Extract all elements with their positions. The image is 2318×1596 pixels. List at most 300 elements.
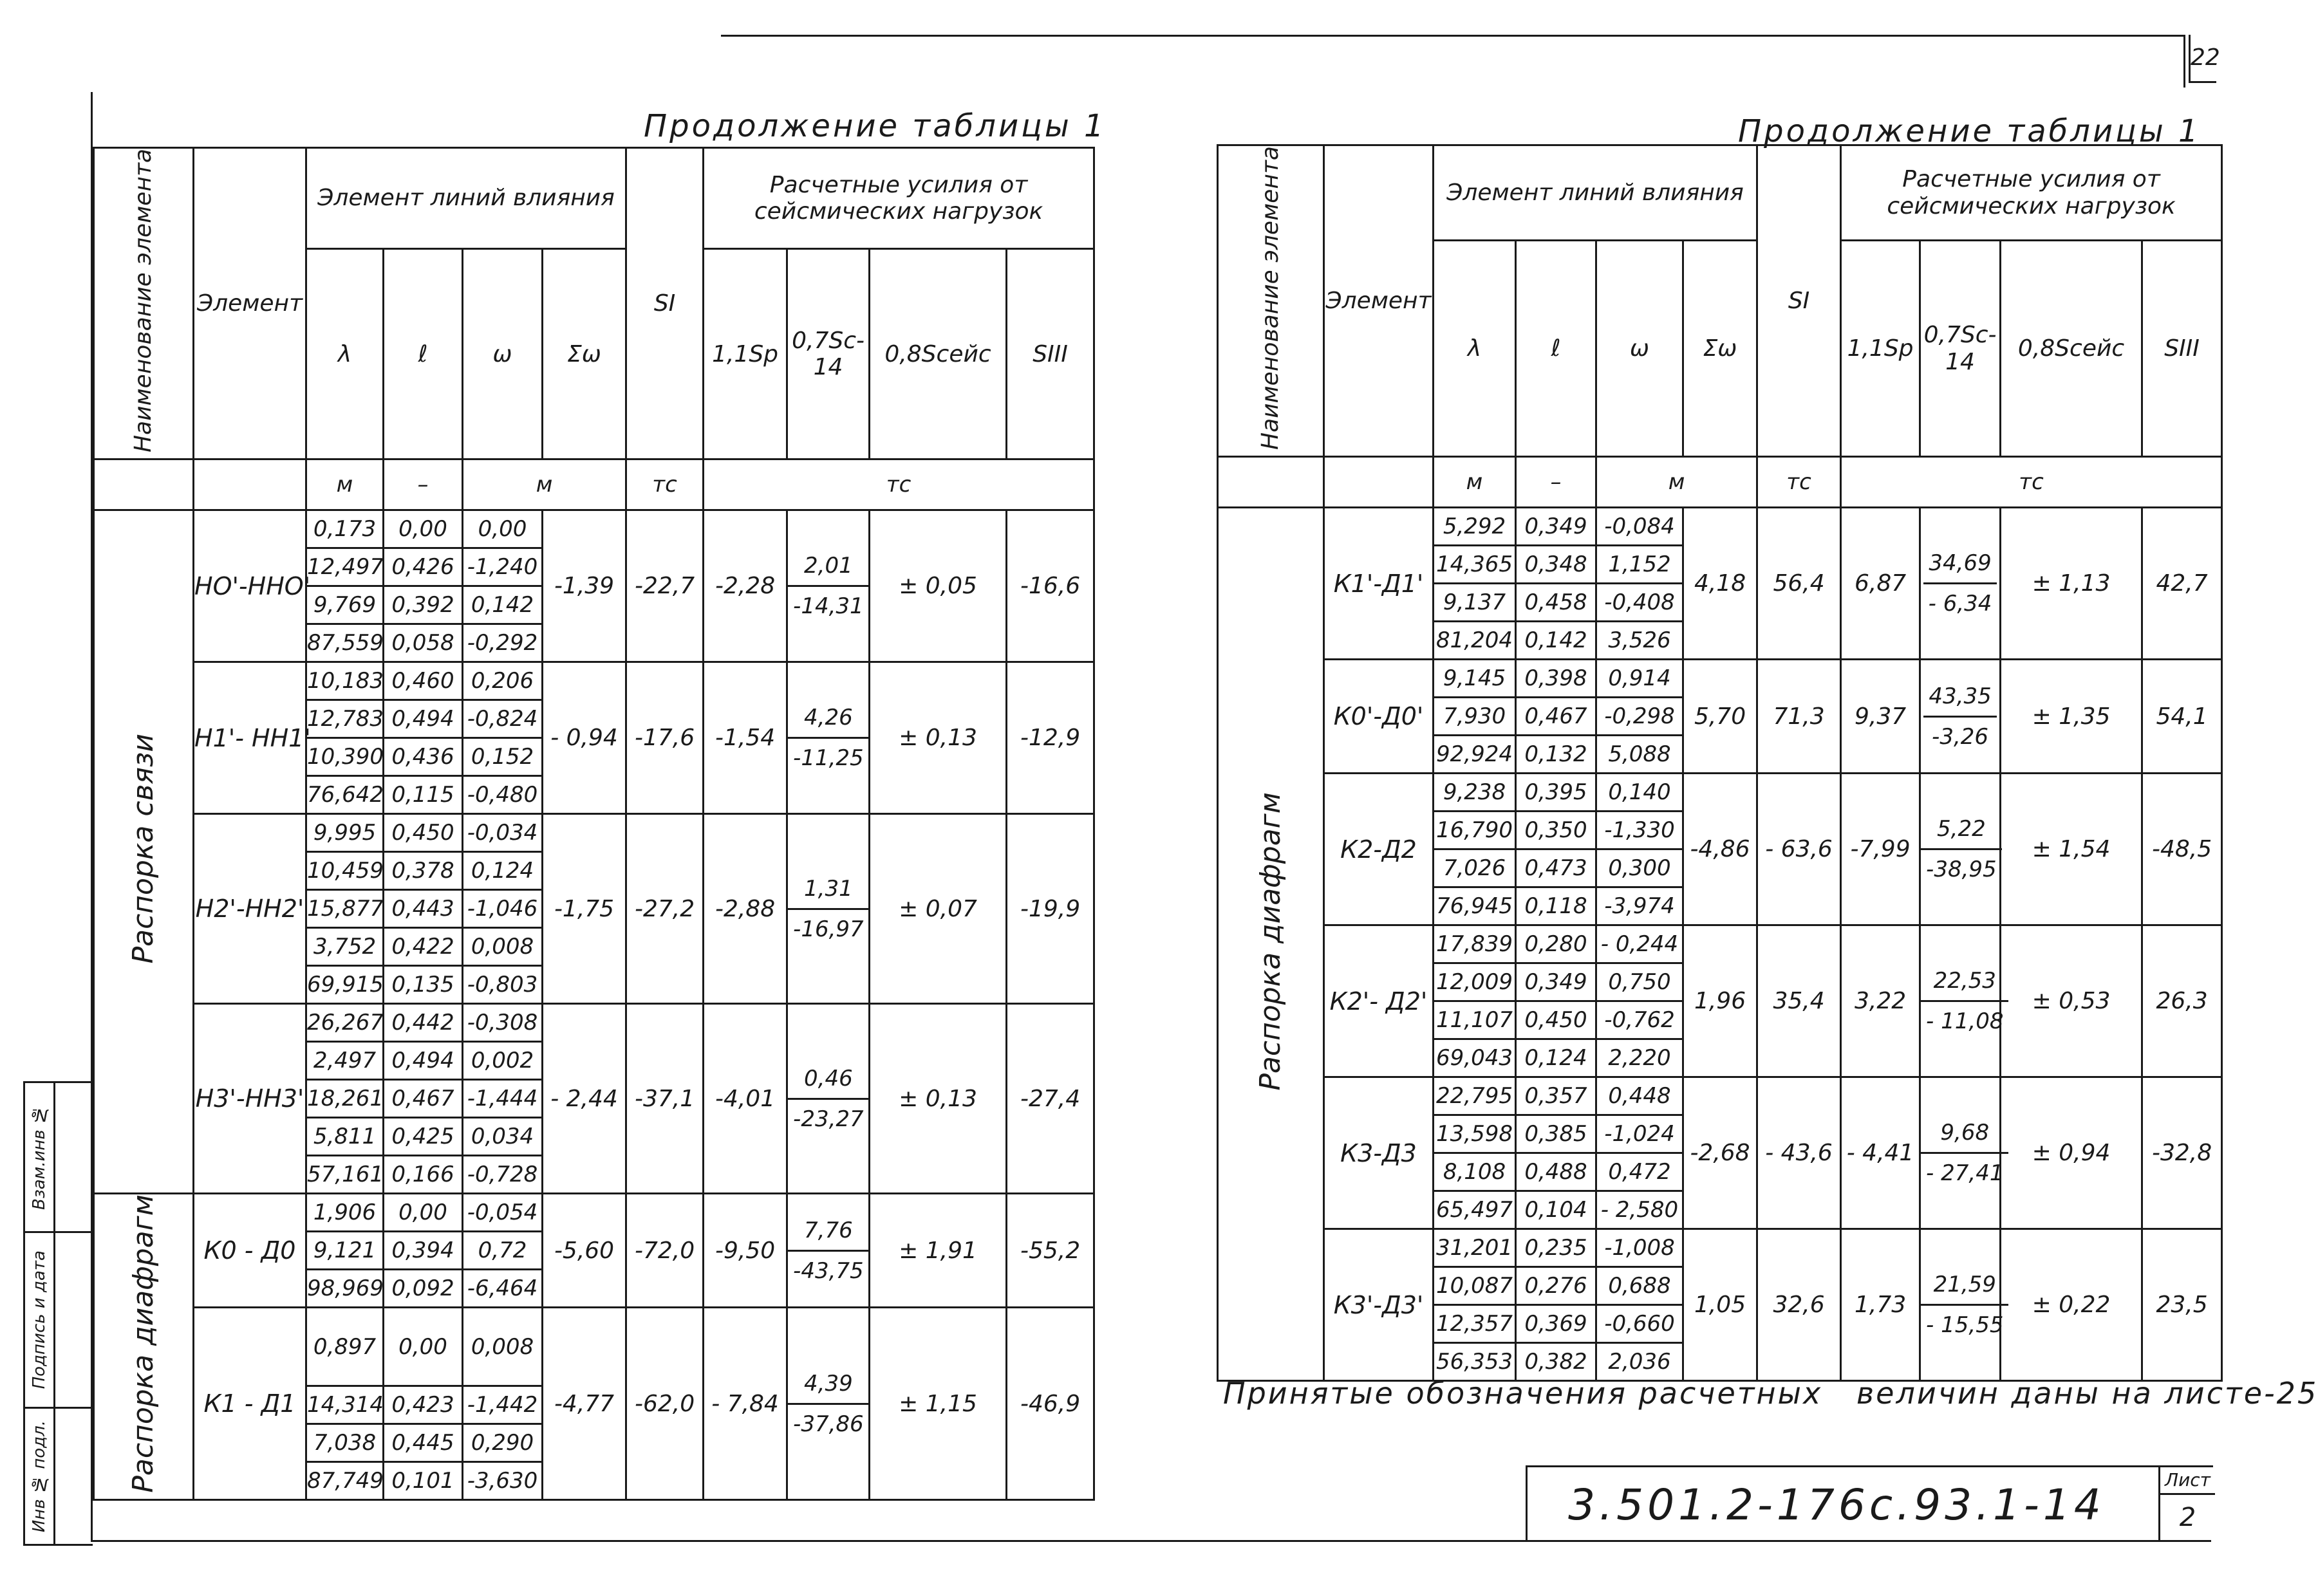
s-c14-cell <box>1920 774 2001 925</box>
side-stamp-inv: Инв № подл. <box>29 1420 49 1533</box>
group-name-cell <box>94 510 194 1194</box>
s-c14-fraction <box>788 705 869 771</box>
s1-value: -62,0 <box>626 1308 704 1500</box>
lambda-value: 11,107 <box>1434 1001 1516 1039</box>
s3-value: -16,6 <box>1007 510 1094 662</box>
element-name: Н1'- НН1' <box>194 662 306 814</box>
s-c14-max: 2,01 <box>788 553 869 587</box>
alpha-value: 0,458 <box>1516 584 1596 622</box>
lambda-value: 10,459 <box>306 852 384 890</box>
sp-value: -4,01 <box>704 1004 787 1194</box>
side-stamp <box>23 1081 93 1546</box>
table-row <box>1218 508 2222 546</box>
lambda-value: 15,877 <box>306 890 384 928</box>
side-stamp-row-sign <box>25 1231 93 1409</box>
unit-m2: м <box>1596 457 1757 508</box>
lambda-value: 12,497 <box>306 548 384 586</box>
s-seis-value: ± 1,13 <box>2001 508 2142 660</box>
omega-value: 0,008 <box>463 928 543 966</box>
lambda-value: 9,995 <box>306 814 384 852</box>
omega-value: 0,034 <box>463 1118 543 1156</box>
s-seis-value: ± 1,54 <box>2001 774 2142 925</box>
omega-value: -0,660 <box>1596 1305 1683 1343</box>
s-c14-max: 4,39 <box>788 1371 869 1405</box>
unit-tc2: тс <box>704 459 1094 510</box>
group-name: Распорка диафрагм <box>1253 792 1287 1091</box>
omega-value: 0,206 <box>463 662 543 700</box>
alpha-value: 0,101 <box>384 1462 463 1500</box>
sp-value: -1,54 <box>704 662 787 814</box>
sp-value: 1,73 <box>1841 1229 1920 1381</box>
designation-note: Принятые обозначения расчетных величин даны на листе-25 <box>1223 1376 2318 1411</box>
alpha-value: 0,395 <box>1516 774 1596 812</box>
lambda-value: 26,267 <box>306 1004 384 1042</box>
s-c14-min: -43,75 <box>793 1257 864 1284</box>
lambda-value: 18,261 <box>306 1080 384 1118</box>
alpha-value: 0,378 <box>384 852 463 890</box>
header-lambda: λ <box>306 249 384 459</box>
sp-value: - 7,84 <box>704 1308 787 1500</box>
alpha-value: 0,385 <box>1516 1115 1596 1153</box>
s-c14-max: 43,35 <box>1923 683 1996 718</box>
s-c14-fraction <box>788 876 869 942</box>
group-name-cell <box>1218 508 1324 1381</box>
s-c14-max: 21,59 <box>1921 1272 2008 1306</box>
header-influence: Элемент линий влияния <box>306 148 626 249</box>
unit-empty <box>1218 457 1324 508</box>
alpha-value: 0,445 <box>384 1424 463 1462</box>
element-name: Н3'-НН3' <box>194 1004 306 1194</box>
unit-m2: м <box>463 459 626 510</box>
lambda-value: 9,137 <box>1434 584 1516 622</box>
header-alpha: ℓ <box>1516 241 1596 457</box>
alpha-value: 0,398 <box>1516 660 1596 698</box>
sheet-number-box <box>2189 35 2220 83</box>
omega-value: -1,046 <box>463 890 543 928</box>
s-c14-max: 5,22 <box>1921 816 2002 850</box>
alpha-value: 0,348 <box>1516 546 1596 584</box>
s3-value: -12,9 <box>1007 662 1094 814</box>
sum-omega-value: 1,05 <box>1683 1229 1757 1381</box>
omega-value: -3,630 <box>463 1462 543 1500</box>
s-c14-max: 34,69 <box>1923 550 1997 584</box>
omega-value: 1,152 <box>1596 546 1683 584</box>
header-s-seis: 0,8Sсейс <box>870 249 1007 459</box>
element-name: Н2'-НН2' <box>194 814 306 1004</box>
lambda-value: 76,642 <box>306 776 384 814</box>
side-stamp-row-inv <box>25 1409 93 1544</box>
lambda-value: 76,945 <box>1434 887 1516 925</box>
unit-m: м <box>306 459 384 510</box>
header-omega: ω <box>1596 241 1683 457</box>
lambda-value: 22,795 <box>1434 1077 1516 1115</box>
lambda-value: 12,357 <box>1434 1305 1516 1343</box>
omega-value: -0,034 <box>463 814 543 852</box>
s-c14-cell <box>787 814 870 1004</box>
element-name: К1'-Д1' <box>1324 508 1434 660</box>
header-name-cell <box>1218 145 1324 457</box>
alpha-value: 0,442 <box>384 1004 463 1042</box>
s-c14-fraction <box>788 553 869 619</box>
table-row <box>1218 925 2222 963</box>
sum-omega-value: 5,70 <box>1683 660 1757 774</box>
left-table <box>93 147 1095 1501</box>
header-s1: SI <box>626 148 704 459</box>
alpha-value: 0,450 <box>1516 1001 1596 1039</box>
omega-value: 0,472 <box>1596 1153 1683 1191</box>
s-c14-max: 0,46 <box>788 1066 869 1100</box>
lambda-value: 0,173 <box>306 510 384 548</box>
sum-omega-value: - 0,94 <box>543 662 626 814</box>
right-table-title: Продолжение таблицы 1 <box>1738 113 2201 149</box>
element-name: К0'-Д0' <box>1324 660 1434 774</box>
alpha-value: 0,488 <box>1516 1153 1596 1191</box>
lambda-value: 10,390 <box>306 738 384 776</box>
lambda-value: 9,769 <box>306 586 384 624</box>
s-c14-min: - 11,08 <box>1926 1008 2004 1035</box>
unit-empty <box>94 459 194 510</box>
alpha-value: 0,142 <box>1516 622 1596 660</box>
alpha-value: 0,425 <box>384 1118 463 1156</box>
title-block <box>1526 1465 2213 1542</box>
unit-empty <box>194 459 306 510</box>
s1-value: 71,3 <box>1757 660 1841 774</box>
alpha-value: 0,058 <box>384 624 463 662</box>
s-c14-min: -3,26 <box>1932 723 1989 750</box>
alpha-value: 0,00 <box>384 510 463 548</box>
element-name: К0 - Д0 <box>194 1194 306 1308</box>
header-sp: 1,1Sp <box>1841 241 1920 457</box>
header-s3: SIII <box>1007 249 1094 459</box>
omega-value: -0,292 <box>463 624 543 662</box>
s-c14-cell <box>1920 1229 2004 1381</box>
s1-value: 35,4 <box>1757 925 1841 1077</box>
s-c14-max: 22,53 <box>1921 968 2008 1002</box>
s-c14-min: -23,27 <box>793 1106 864 1132</box>
omega-value: - 2,580 <box>1596 1191 1683 1229</box>
header-lambda: λ <box>1434 241 1516 457</box>
s-c14-cell <box>1920 1077 2004 1229</box>
sum-omega-value: -4,86 <box>1683 774 1757 925</box>
lambda-value: 9,238 <box>1434 774 1516 812</box>
omega-value: -0,054 <box>463 1194 543 1232</box>
omega-value: 0,72 <box>463 1232 543 1270</box>
s1-value: - 63,6 <box>1757 774 1841 925</box>
lambda-value: 16,790 <box>1434 812 1516 849</box>
group-name: Распорка диафрагм <box>126 1194 160 1494</box>
header-s3: SIII <box>2142 241 2222 457</box>
s3-value: -48,5 <box>2142 774 2222 925</box>
lambda-value: 1,906 <box>306 1194 384 1232</box>
omega-value: -1,024 <box>1596 1115 1683 1153</box>
omega-value: -1,330 <box>1596 812 1683 849</box>
s-seis-value: ± 0,22 <box>2001 1229 2142 1381</box>
doc-code: 3.501.2-176c.93.1-14 <box>1568 1480 2105 1530</box>
table-row <box>94 1194 1094 1232</box>
table-row <box>1218 774 2222 812</box>
lambda-value: 9,121 <box>306 1232 384 1270</box>
alpha-value: 0,135 <box>384 966 463 1004</box>
alpha-value: 0,422 <box>384 928 463 966</box>
unit-dash: – <box>384 459 463 510</box>
s3-value: 23,5 <box>2142 1229 2222 1381</box>
lambda-value: 98,969 <box>306 1270 384 1308</box>
s-c14-min: - 27,41 <box>1926 1160 2004 1187</box>
header-influence: Элемент линий влияния <box>1434 145 1757 241</box>
omega-value: 0,140 <box>1596 774 1683 812</box>
sum-omega-value: -2,68 <box>1683 1077 1757 1229</box>
s1-value: -37,1 <box>626 1004 704 1194</box>
alpha-value: 0,132 <box>1516 736 1596 774</box>
table-row <box>1218 660 2222 698</box>
s-c14-cell <box>787 662 870 814</box>
alpha-value: 0,443 <box>384 890 463 928</box>
right-table <box>1217 144 2223 1382</box>
s-c14-min: -38,95 <box>1926 857 1997 883</box>
s1-value: - 43,6 <box>1757 1077 1841 1229</box>
s-c14-max: 7,76 <box>788 1218 869 1252</box>
s-c14-fraction <box>1923 683 1996 750</box>
omega-value: -3,974 <box>1596 887 1683 925</box>
alpha-value: 0,460 <box>384 662 463 700</box>
header-s1: SI <box>1757 145 1841 457</box>
s1-value: -27,2 <box>626 814 704 1004</box>
side-stamp-row-swap <box>25 1083 93 1231</box>
element-name: К3'-Д3' <box>1324 1229 1434 1381</box>
lambda-value: 69,915 <box>306 966 384 1004</box>
lambda-value: 13,598 <box>1434 1115 1516 1153</box>
alpha-value: 0,235 <box>1516 1229 1596 1267</box>
header-name: Наименование элемента <box>130 149 157 452</box>
sum-omega-value: -1,75 <box>543 814 626 1004</box>
s1-value: -22,7 <box>626 510 704 662</box>
omega-value: -0,298 <box>1596 698 1683 736</box>
s3-value: 54,1 <box>2142 660 2222 774</box>
omega-value: -0,308 <box>463 1004 543 1042</box>
header-name-cell <box>94 148 194 459</box>
s-c14-cell <box>1920 925 2004 1077</box>
header-design: Расчетные усилия от сейсмических нагрузок <box>1841 145 2222 241</box>
alpha-value: 0,349 <box>1516 963 1596 1001</box>
s-c14-cell <box>1920 660 2001 774</box>
lambda-value: 92,924 <box>1434 736 1516 774</box>
lambda-value: 2,497 <box>306 1042 384 1080</box>
omega-value: 2,220 <box>1596 1039 1683 1077</box>
header-s-c14: 0,7Sc-14 <box>1920 241 2001 457</box>
sum-omega-value: -1,39 <box>543 510 626 662</box>
s-c14-min: -37,86 <box>793 1411 864 1437</box>
alpha-value: 0,00 <box>384 1308 463 1386</box>
table-row <box>94 1308 1094 1386</box>
s-c14-min: - 15,55 <box>1926 1312 2004 1339</box>
element-name: НО'-ННО' <box>194 510 306 662</box>
alpha-value: 0,494 <box>384 1042 463 1080</box>
sp-value: 9,37 <box>1841 660 1920 774</box>
omega-value: 0,002 <box>463 1042 543 1080</box>
element-name: К3-Д3 <box>1324 1077 1434 1229</box>
omega-value: -1,444 <box>463 1080 543 1118</box>
unit-tc: тс <box>626 459 704 510</box>
s-c14-fraction <box>788 1066 869 1132</box>
lambda-value: 7,038 <box>306 1424 384 1462</box>
s-seis-value: ± 0,94 <box>2001 1077 2142 1229</box>
omega-value: 0,152 <box>463 738 543 776</box>
lambda-value: 87,749 <box>306 1462 384 1500</box>
sum-omega-value: -4,77 <box>543 1308 626 1500</box>
element-name: К2-Д2 <box>1324 774 1434 925</box>
sp-value: 3,22 <box>1841 925 1920 1077</box>
alpha-value: 0,382 <box>1516 1343 1596 1381</box>
element-name: К2'- Д2' <box>1324 925 1434 1077</box>
s3-value: -55,2 <box>1007 1194 1094 1308</box>
alpha-value: 0,118 <box>1516 887 1596 925</box>
omega-value: -0,803 <box>463 966 543 1004</box>
alpha-value: 0,436 <box>384 738 463 776</box>
s-seis-value: ± 0,07 <box>870 814 1007 1004</box>
lambda-value: 69,043 <box>1434 1039 1516 1077</box>
s3-value: -19,9 <box>1007 814 1094 1004</box>
alpha-value: 0,280 <box>1516 925 1596 963</box>
table-row <box>94 510 1094 548</box>
sheet-number: 22 <box>2191 44 2220 71</box>
s-c14-fraction <box>1921 1120 2008 1186</box>
s-c14-max: 4,26 <box>788 705 869 739</box>
s-c14-cell <box>1920 508 2001 660</box>
s-seis-value: ± 1,15 <box>870 1308 1007 1500</box>
unit-tc: тс <box>1757 457 1841 508</box>
lambda-value: 56,353 <box>1434 1343 1516 1381</box>
lambda-value: 12,009 <box>1434 963 1516 1001</box>
s3-value: 26,3 <box>2142 925 2222 1077</box>
side-stamp-swap: Взам.инв № <box>29 1104 49 1210</box>
table-row <box>94 814 1094 852</box>
lambda-value: 10,183 <box>306 662 384 700</box>
lambda-value: 7,930 <box>1434 698 1516 736</box>
omega-value: -0,824 <box>463 700 543 738</box>
alpha-value: 0,115 <box>384 776 463 814</box>
alpha-value: 0,392 <box>384 586 463 624</box>
lambda-value: 17,839 <box>1434 925 1516 963</box>
s-c14-cell <box>787 1194 870 1308</box>
lambda-value: 31,201 <box>1434 1229 1516 1267</box>
s-c14-min: -14,31 <box>793 593 864 620</box>
header-sum-omega: Σω <box>543 249 626 459</box>
header-name: Наименование элемента <box>1257 146 1284 450</box>
lambda-value: 0,897 <box>306 1308 384 1386</box>
frame-right-line <box>2183 35 2185 88</box>
alpha-value: 0,369 <box>1516 1305 1596 1343</box>
lambda-value: 81,204 <box>1434 622 1516 660</box>
s1-value: 56,4 <box>1757 508 1841 660</box>
s-seis-value: ± 0,13 <box>870 1004 1007 1194</box>
lambda-value: 9,145 <box>1434 660 1516 698</box>
alpha-value: 0,124 <box>1516 1039 1596 1077</box>
header-s-c14: 0,7Sc-14 <box>787 249 870 459</box>
lambda-value: 87,559 <box>306 624 384 662</box>
header-element: Элемент <box>1324 145 1434 457</box>
omega-value: 0,290 <box>463 1424 543 1462</box>
s1-value: -17,6 <box>626 662 704 814</box>
omega-value: -0,480 <box>463 776 543 814</box>
s-c14-cell <box>787 1004 870 1194</box>
sp-value: -9,50 <box>704 1194 787 1308</box>
s-seis-value: ± 0,13 <box>870 662 1007 814</box>
s-c14-min: - 6,34 <box>1928 591 1992 617</box>
s-c14-min: -11,25 <box>793 745 864 772</box>
sheet-value: 2 <box>2179 1503 2196 1532</box>
header-sum-omega: Σω <box>1683 241 1757 457</box>
sum-omega-value: 4,18 <box>1683 508 1757 660</box>
s-c14-cell <box>787 510 870 662</box>
header-sp: 1,1Sp <box>704 249 787 459</box>
omega-value: 0,124 <box>463 852 543 890</box>
sp-value: - 4,41 <box>1841 1077 1920 1229</box>
s3-value: -27,4 <box>1007 1004 1094 1194</box>
alpha-value: 0,394 <box>384 1232 463 1270</box>
omega-value: 0,00 <box>463 510 543 548</box>
alpha-value: 0,092 <box>384 1270 463 1308</box>
sp-value: 6,87 <box>1841 508 1920 660</box>
lambda-value: 65,497 <box>1434 1191 1516 1229</box>
alpha-value: 0,423 <box>384 1386 463 1424</box>
omega-value: -1,240 <box>463 548 543 586</box>
s-c14-max: 9,68 <box>1921 1120 2008 1154</box>
s-c14-fraction <box>1921 968 2008 1034</box>
s-seis-value: ± 1,91 <box>870 1194 1007 1308</box>
lambda-value: 8,108 <box>1434 1153 1516 1191</box>
element-name: К1 - Д1 <box>194 1308 306 1500</box>
omega-value: 0,914 <box>1596 660 1683 698</box>
s1-value: 32,6 <box>1757 1229 1841 1381</box>
group-name-cell <box>94 1194 194 1500</box>
side-stamp-sign: Подпись и дата <box>29 1250 49 1389</box>
table-row <box>1218 1077 2222 1115</box>
omega-value: -1,442 <box>463 1386 543 1424</box>
lambda-value: 12,783 <box>306 700 384 738</box>
sum-omega-value: 1,96 <box>1683 925 1757 1077</box>
table-row <box>94 1004 1094 1042</box>
s1-value: -72,0 <box>626 1194 704 1308</box>
lambda-value: 5,292 <box>1434 508 1516 546</box>
header-element: Элемент <box>194 148 306 459</box>
omega-value: 0,142 <box>463 586 543 624</box>
alpha-value: 0,166 <box>384 1156 463 1194</box>
alpha-value: 0,350 <box>1516 812 1596 849</box>
sp-value: -7,99 <box>1841 774 1920 925</box>
lambda-value: 57,161 <box>306 1156 384 1194</box>
sheet-box <box>2158 1467 2215 1542</box>
s-seis-value: ± 1,35 <box>2001 660 2142 774</box>
sp-value: -2,88 <box>704 814 787 1004</box>
lambda-value: 5,811 <box>306 1118 384 1156</box>
s3-value: -46,9 <box>1007 1308 1094 1500</box>
omega-value: -0,084 <box>1596 508 1683 546</box>
sp-value: -2,28 <box>704 510 787 662</box>
omega-value: 5,088 <box>1596 736 1683 774</box>
lambda-value: 7,026 <box>1434 849 1516 887</box>
alpha-value: 0,00 <box>384 1194 463 1232</box>
alpha-value: 0,494 <box>384 700 463 738</box>
s-seis-value: ± 0,53 <box>2001 925 2142 1077</box>
alpha-value: 0,357 <box>1516 1077 1596 1115</box>
s-c14-fraction <box>1921 816 2002 882</box>
omega-value: 0,300 <box>1596 849 1683 887</box>
unit-empty <box>1324 457 1434 508</box>
alpha-value: 0,426 <box>384 548 463 586</box>
header-s-seis: 0,8Sсейс <box>2001 241 2142 457</box>
omega-value: -6,464 <box>463 1270 543 1308</box>
alpha-value: 0,450 <box>384 814 463 852</box>
